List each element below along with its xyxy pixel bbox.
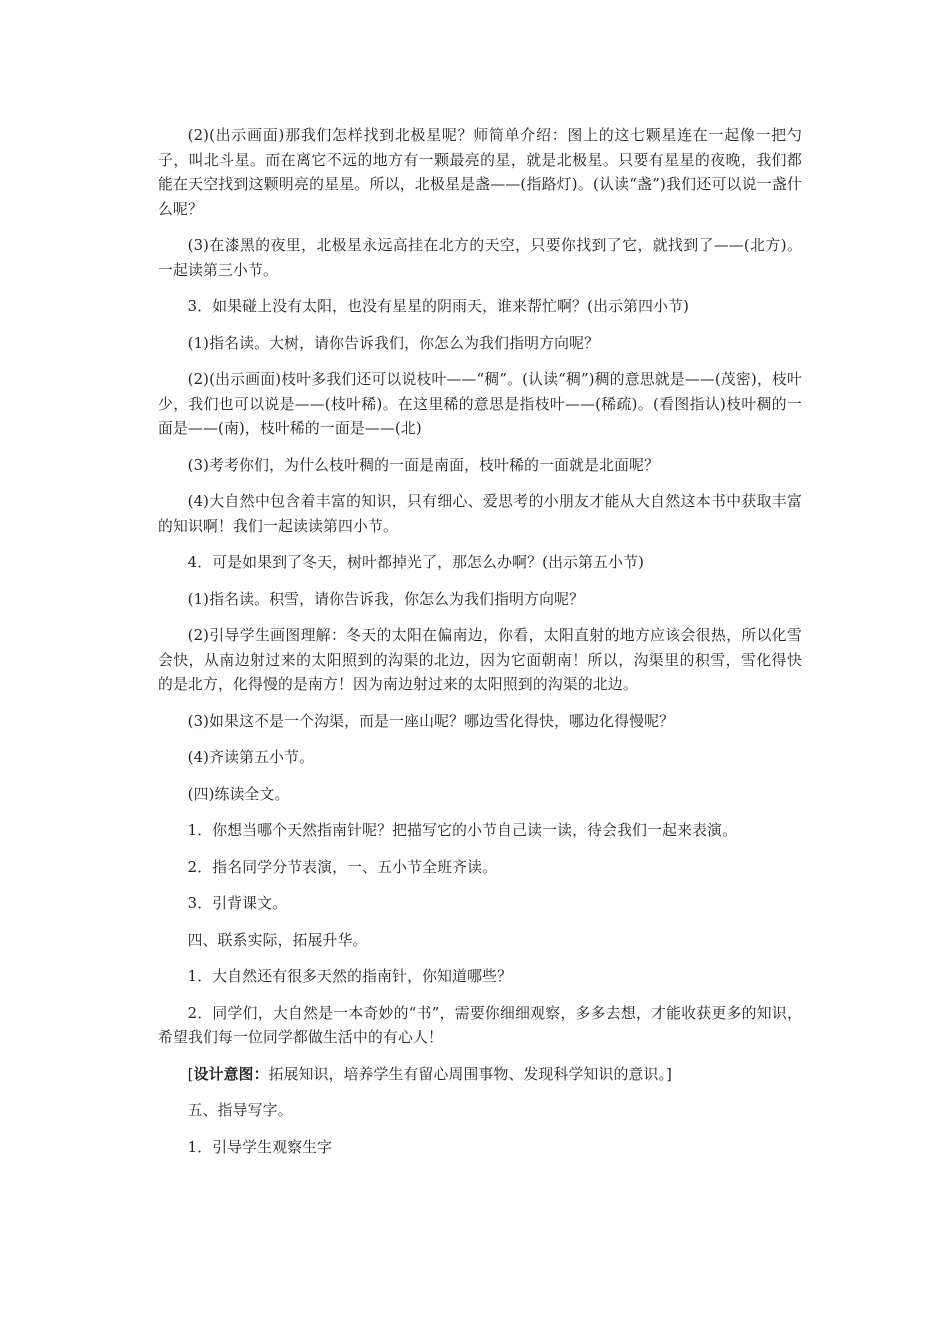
paragraph: (4)齐读第五小节。: [187, 749, 315, 766]
section-heading: 四、联系实际，拓展升华。: [187, 931, 368, 949]
paragraph: 4．可是如果到了冬天，树叶都掉光了，那怎么办啊？(出示第五小节): [187, 554, 645, 571]
paragraph: 1．引导学生观察生字: [187, 1138, 333, 1156]
paragraph: (1)指名读。大树，请你告诉我们，你怎么为我们指明方向呢？: [187, 334, 600, 352]
paragraph: (4)大自然中包含着丰富的知识，只有细心、爱思考的小朋友才能从大自然这本书中获取丰富的知识啊！我们一起读读第四小节。: [158, 493, 802, 535]
paragraph: 2．指名同学分节表演，一、五小节全班齐读。: [187, 858, 498, 876]
section-heading: 五、指导写字。: [187, 1102, 293, 1119]
note-label: 设计意图：: [193, 1065, 269, 1083]
paragraph: 3．引背课文。: [187, 895, 288, 912]
paragraph: 2．同学们，大自然是一本奇妙的“书”，需要你细细观察，多多去想，才能收获更多的知识，希望我们每一位同学都做生活中的有心人！: [158, 1004, 802, 1046]
paragraph: 1．大自然还有很多天然的指南针，你知道哪些？: [187, 968, 513, 985]
document-body: [158, 124, 802, 1172]
paragraph: (2)(出示画面)枝叶多我们还可以说枝叶——“稠”。(认读“稠”)稠的意思就是——(茂密)，枝叶少，我们也可以说是——(枝叶稀)。在这里稀的意思是指枝叶——(稀疏)。(看图指认)枝叶稠的一面是——(南)，枝叶稀的一面是——(北): [158, 371, 802, 437]
note-text: 拓展知识，培养学生有留心周围事物、发现科学知识的意识。]: [268, 1065, 673, 1083]
paragraph: (3)如果这不是一个沟渠，而是一座山呢？哪边雪化得快，哪边化得慢呢？: [187, 712, 675, 730]
section-heading: (四)练读全文。: [187, 785, 290, 803]
design-intent-note: [158, 1063, 802, 1088]
note-open-bracket: [: [187, 1065, 194, 1083]
paragraph: 1．你想当哪个天然指南针呢？把描写它的小节自己读一读，待会我们一起来表演。: [187, 822, 738, 839]
paragraph: (1)指名读。积雪，请你告诉我，你怎么为我们指明方向呢？: [187, 590, 585, 608]
paragraph: (3)考考你们，为什么枝叶稠的一面是南面，枝叶稀的一面就是北面呢？: [187, 456, 660, 474]
paragraph: (2)引导学生画图理解：冬天的太阳在偏南边，你看，太阳直射的地方应该会很热，所以化雪会快，从南边射过来的太阳照到的沟渠的北边，因为它面朝南！所以，沟渠里的积雪，雪化得快的是北方，化得慢的是南方！因为南边射过来的太阳照到的沟渠的北边。: [158, 627, 802, 693]
paragraph: (2)(出示画面)那我们怎样找到北极星呢？师简单介绍：图上的这七颗星连在一起像一把勺子，叫北斗星。而在离它不远的地方有一颗最亮的星，就是北极星。只要有星星的夜晚，我们都能在天空找到这颗明亮的星星。所以，北极星是盏——(指路灯)。(认读“盏”)我们还可以说一盏什么呢？: [158, 127, 802, 218]
paragraph: 3．如果碰上没有太阳，也没有星星的阴雨天，谁来帮忙啊？(出示第四小节): [187, 298, 690, 315]
paragraph: (3)在漆黑的夜里，北极星永远高挂在北方的天空，只要你找到了它，就找到了——(北方)。一起读第三小节。: [158, 237, 802, 279]
